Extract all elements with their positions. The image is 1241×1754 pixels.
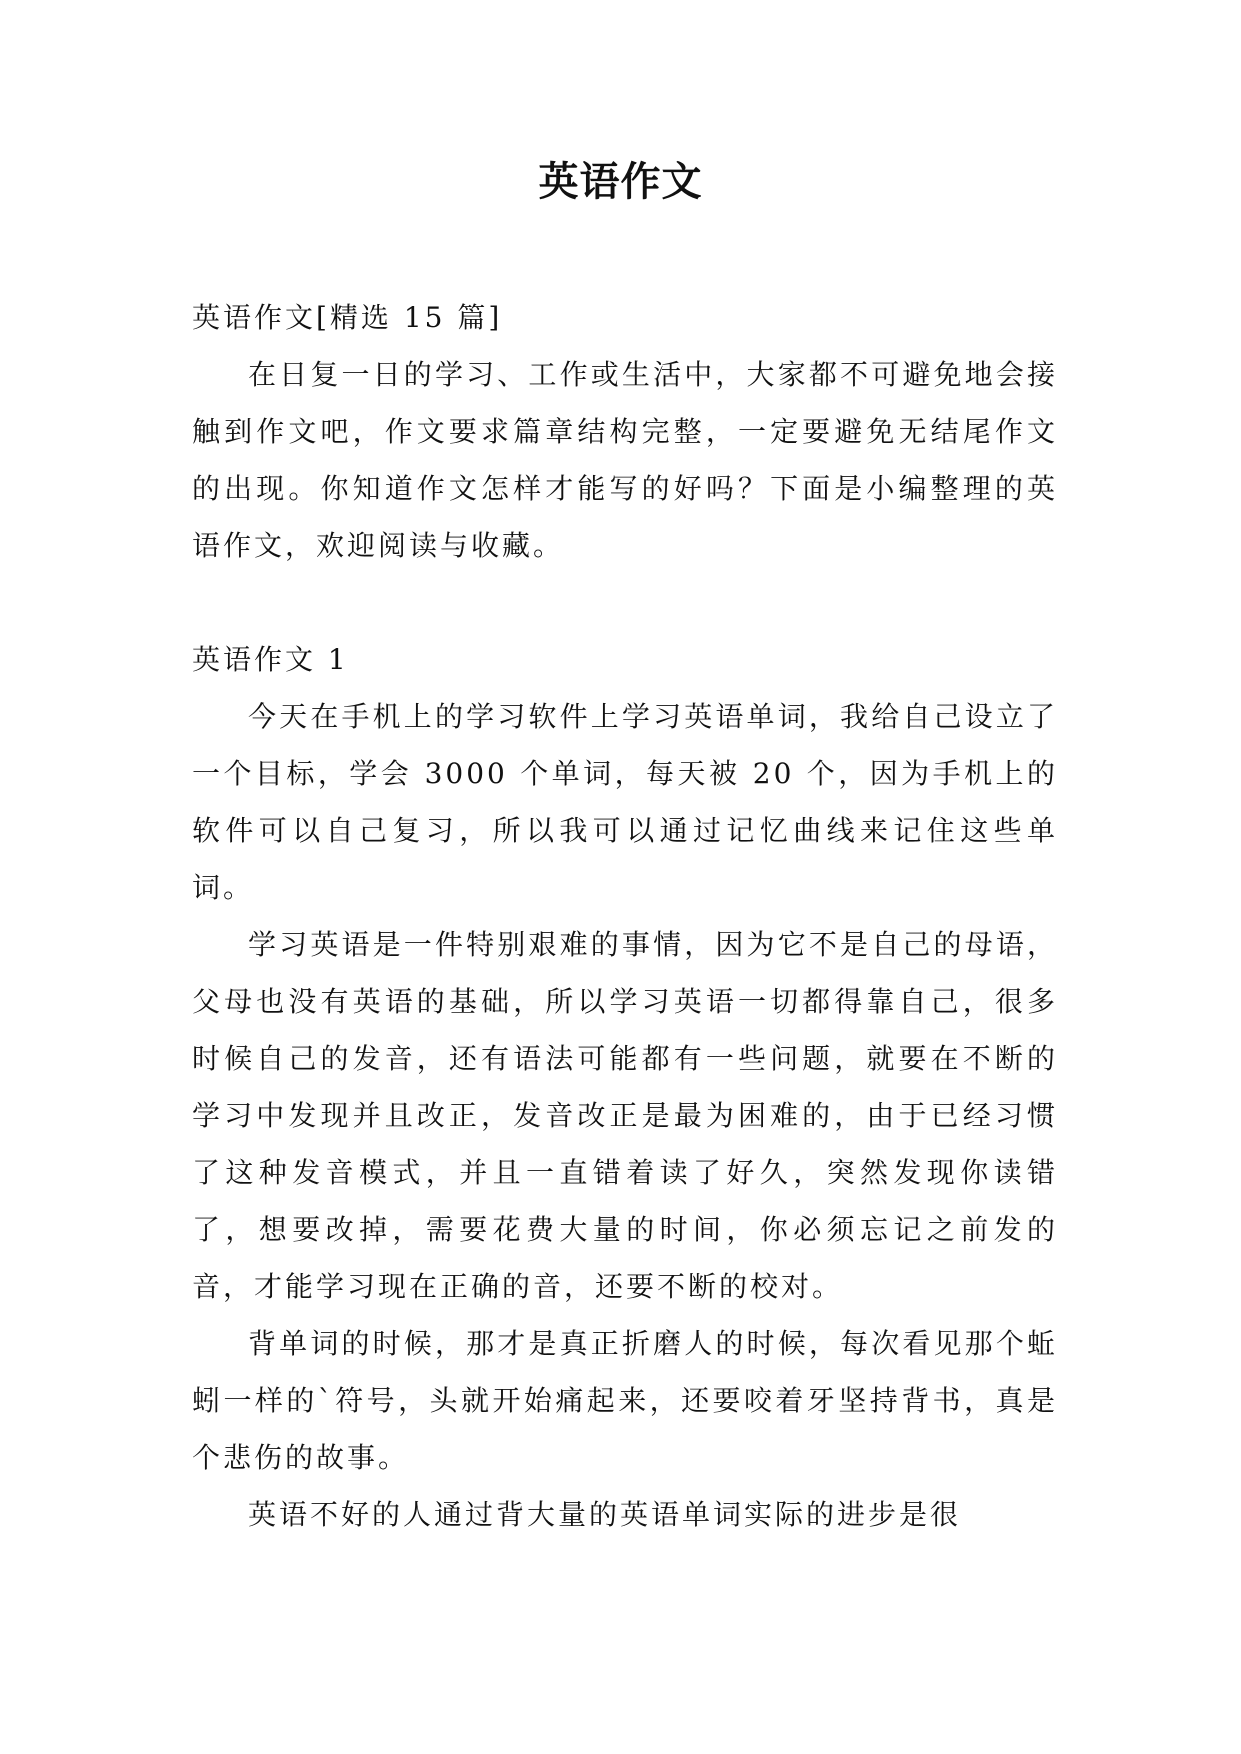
essay-paragraph: 背单词的时候，那才是真正折磨人的时候，每次看见那个蚯蚓一样的`符号，头就开始痛起来，还要咬着牙坚持背书，真是个悲伤的故事。 — [192, 1327, 1058, 1474]
document-body — [192, 289, 1058, 1543]
intro-paragraph: 在日复一日的学习、工作或生活中，大家都不可避免地会接触到作文吧，作文要求篇章结构完整，一定要避免无结尾作文的出现。你知道作文怎样才能写的好吗？下面是小编整理的英语作文，欢迎阅读与收藏。 — [192, 358, 1058, 562]
essay-paragraph: 今天在手机上的学习软件上学习英语单词，我给自己设立了一个目标，学会 3000 个单词，每天被 20 个，因为手机上的软件可以自己复习，所以我可以通过记忆曲线来记住这些单词。 — [192, 700, 1058, 904]
essay-paragraph: 英语不好的人通过背大量的英语单词实际的进步是很 — [248, 1498, 962, 1531]
essay-paragraph: 学习英语是一件特别艰难的事情，因为它不是自己的母语，父母也没有英语的基础，所以学习英语一切都得靠自己，很多时候自己的发音，还有语法可能都有一些问题，就要在不断的学习中发现并且改正，发音改正是最为困难的，由于已经习惯了这种发音模式，并且一直错着读了好久，突然发现你读错了，想要改掉，需要花费大量的时间，你必须忘记之前发的音，才能学习现在正确的音，还要不断的校对。 — [192, 928, 1058, 1303]
collection-subtitle: 英语作文[精选 15 篇] — [192, 301, 503, 334]
page-title: 英语作文 — [538, 159, 703, 205]
section-heading: 英语作文 1 — [192, 643, 349, 676]
paragraph-spacer — [192, 574, 1058, 631]
